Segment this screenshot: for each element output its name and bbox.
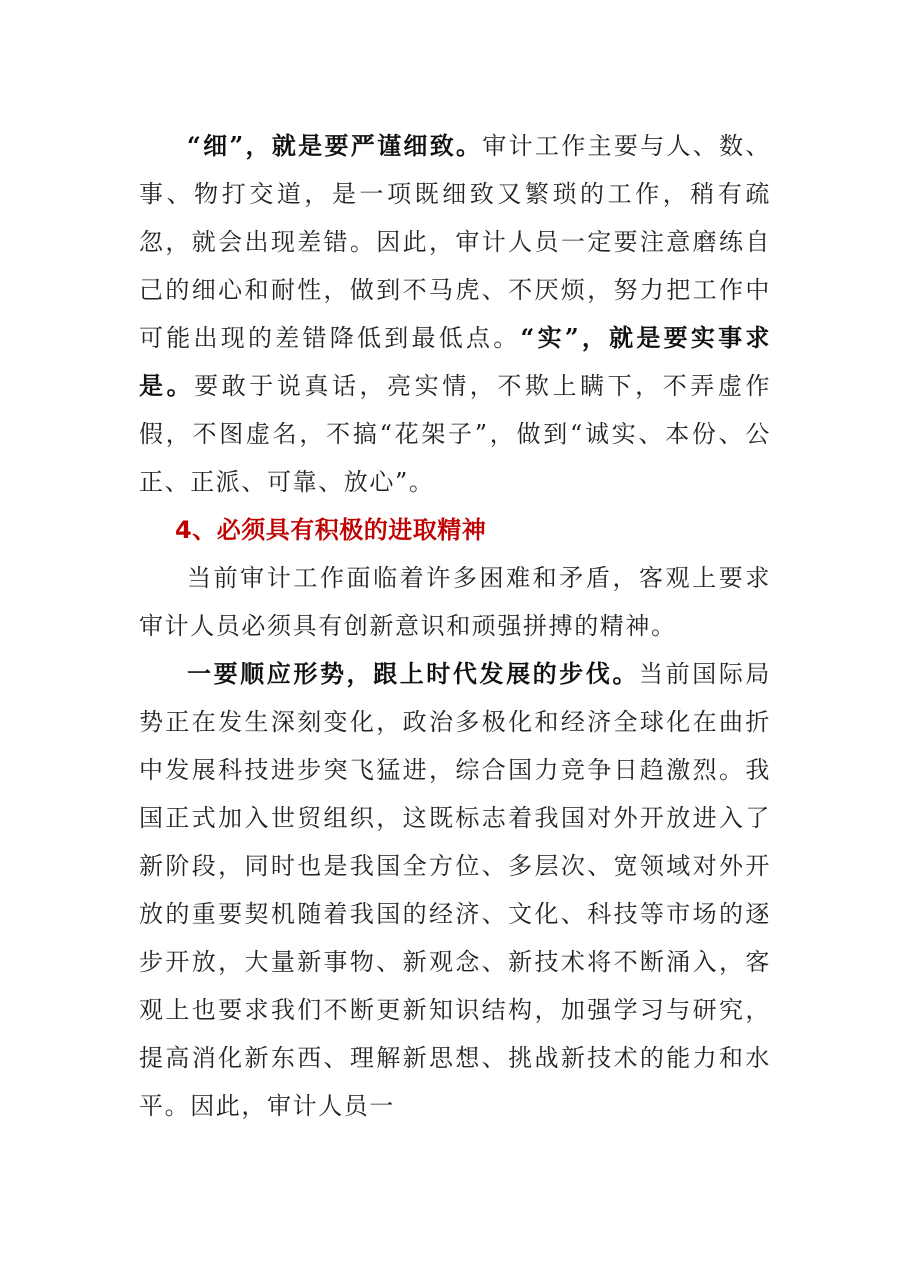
section-heading-4: 4、必须具有积极的进取精神 — [175, 516, 487, 544]
document-body — [139, 122, 771, 1130]
bold-phrase-truth: “实”，就是要实事求是。 — [139, 323, 772, 400]
paragraph-detail-and-truth — [139, 122, 771, 506]
bold-phrase-detail: “细”，就是要严谨细致。 — [187, 131, 483, 160]
paragraph-follow-trend — [139, 650, 771, 1130]
paragraph-intro-spirit: 当前审计工作面临着许多困难和矛盾，客观上要求审计人员必须具有创新意识和顽强拼搏的精神。 — [139, 564, 771, 640]
bold-phrase-follow-trend: 一要顺应形势，跟上时代发展的步伐。 — [187, 659, 640, 688]
paragraph-text-follow-trend: 当前国际局势正在发生深刻变化，政治多极化和经济全球化在曲折中发展科技进步突飞猛进，综合国力竞争日趋激烈。我国正式加入世贸组织，这既标志着我国对外开放进入了新阶段，同时也是我国全方位、多层次、宽领域对外开放的重要契机随着我国的经济、文化、科技等市场的逐步开放，大量新事物、新观念、新技术将不断涌入，客观上也要求我们不断更新知识结构，加强学习与研究，提高消化新东西、理解新思想、挑战新技术的能力和水平。因此，审计人员一 — [139, 660, 772, 1120]
paragraph-text-truth: 要敢于说真话，亮实情，不欺上瞒下，不弄虚作假，不图虚名，不搞“花架子”，做到“诚实、本份、公正、正派、可靠、放心”。 — [139, 372, 772, 496]
paragraph-text-detail: 审计工作主要与人、数、事、物打交道，是一项既细致又繁琐的工作，稍有疏忽，就会出现差错。因此，审计人员一定要注意磨练自己的细心和耐性，做到不马虎、不厌烦，努力把工作中可能出现的差错降低到最低点。 — [139, 132, 771, 352]
